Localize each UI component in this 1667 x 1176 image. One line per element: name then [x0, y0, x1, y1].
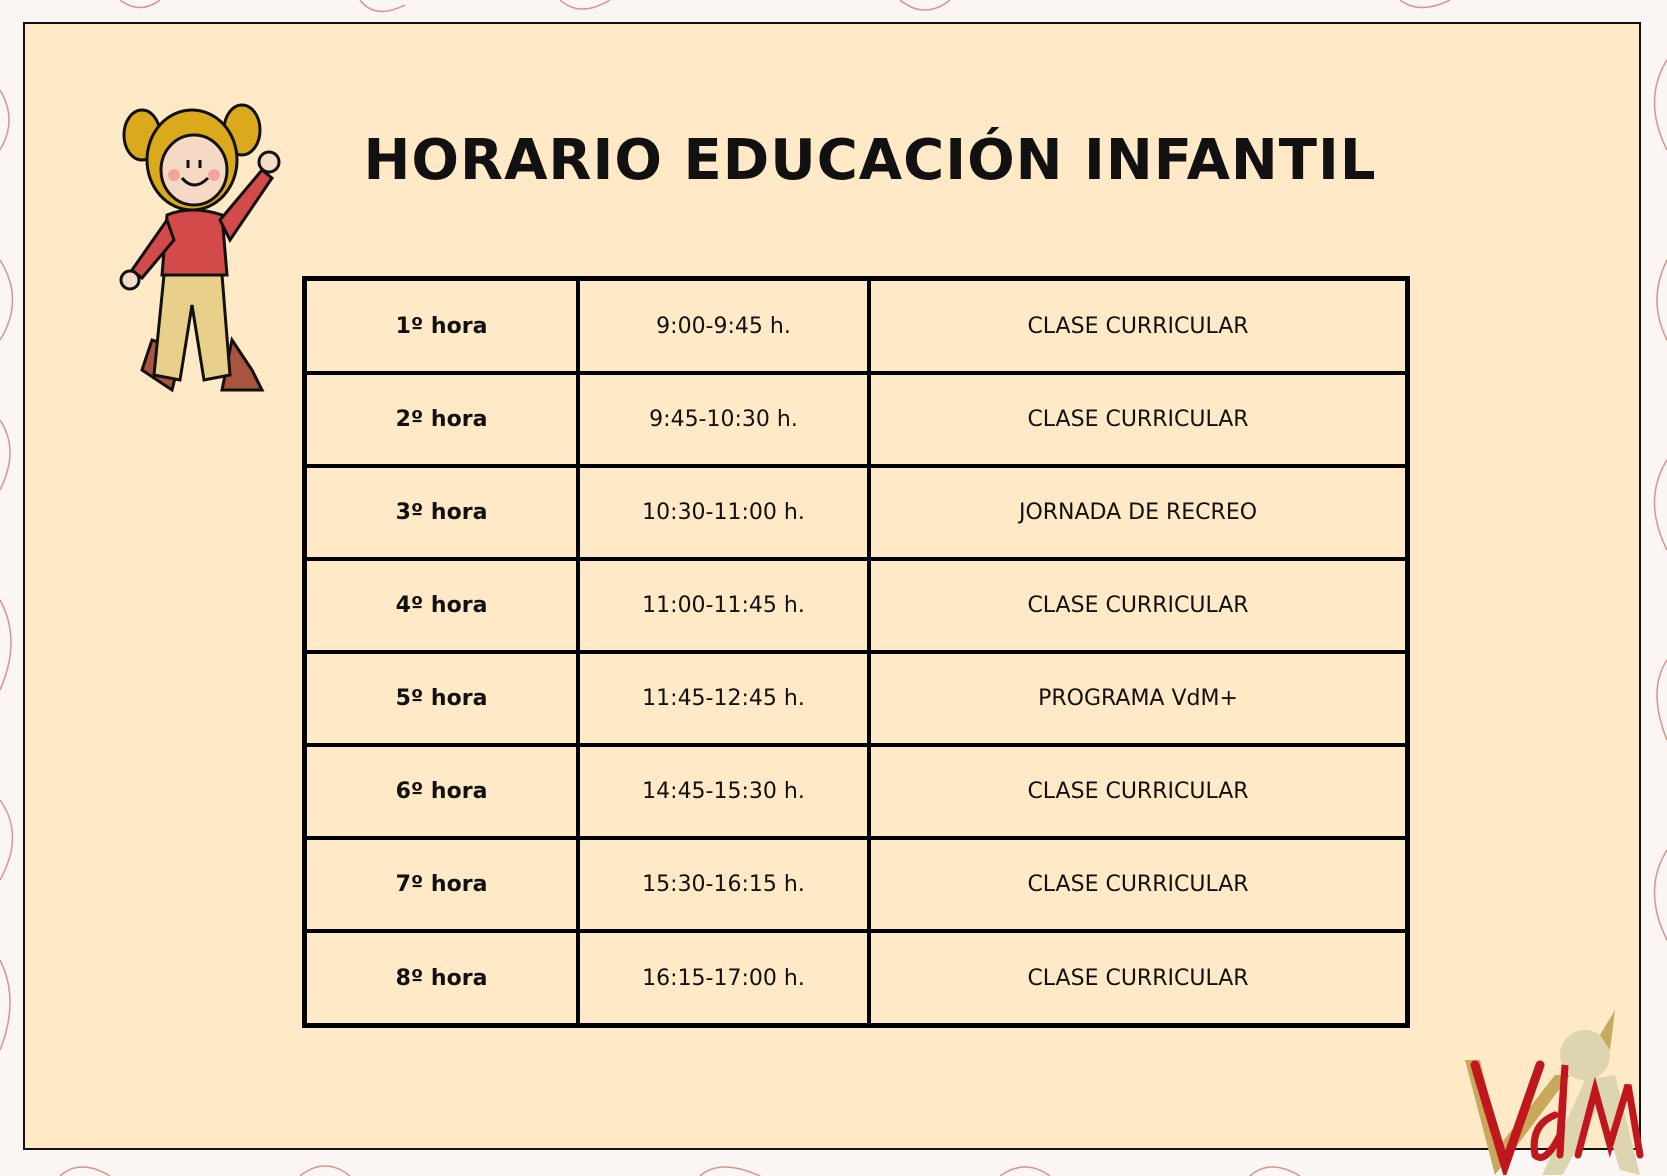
hour-cell: 8º hora [305, 931, 579, 1026]
table-row [305, 559, 1408, 652]
time-cell: 11:45-12:45 h. [578, 652, 869, 745]
time-cell: 9:00-9:45 h. [578, 279, 869, 374]
activity-cell: CLASE CURRICULAR [869, 559, 1408, 652]
schedule-table [302, 276, 1410, 1028]
table-row [305, 652, 1408, 745]
hour-cell: 5º hora [305, 652, 579, 745]
table-row [305, 745, 1408, 838]
activity-cell: PROGRAMA VdM+ [869, 652, 1408, 745]
girl-illustration [112, 100, 292, 395]
table-row [305, 838, 1408, 931]
hour-cell: 4º hora [305, 559, 579, 652]
hour-cell: 2º hora [305, 373, 579, 466]
activity-cell: JORNADA DE RECREO [869, 466, 1408, 559]
hour-cell: 6º hora [305, 745, 579, 838]
activity-cell: CLASE CURRICULAR [869, 931, 1408, 1026]
table-row [305, 373, 1408, 466]
time-cell: 11:00-11:45 h. [578, 559, 869, 652]
table-row [305, 279, 1408, 374]
time-cell: 10:30-11:00 h. [578, 466, 869, 559]
time-cell: 14:45-15:30 h. [578, 745, 869, 838]
hour-cell: 3º hora [305, 466, 579, 559]
hour-cell: 1º hora [305, 279, 579, 374]
activity-cell: CLASE CURRICULAR [869, 745, 1408, 838]
time-cell: 16:15-17:00 h. [578, 931, 869, 1026]
table-row [305, 466, 1408, 559]
table-row [305, 931, 1408, 1026]
page-title: HORARIO EDUCACIÓN INFANTIL [363, 128, 1377, 193]
time-cell: 15:30-16:15 h. [578, 838, 869, 931]
activity-cell: CLASE CURRICULAR [869, 838, 1408, 931]
hour-cell: 7º hora [305, 838, 579, 931]
time-cell: 9:45-10:30 h. [578, 373, 869, 466]
vdm-logo [1460, 1005, 1650, 1175]
activity-cell: CLASE CURRICULAR [869, 373, 1408, 466]
activity-cell: CLASE CURRICULAR [869, 279, 1408, 374]
